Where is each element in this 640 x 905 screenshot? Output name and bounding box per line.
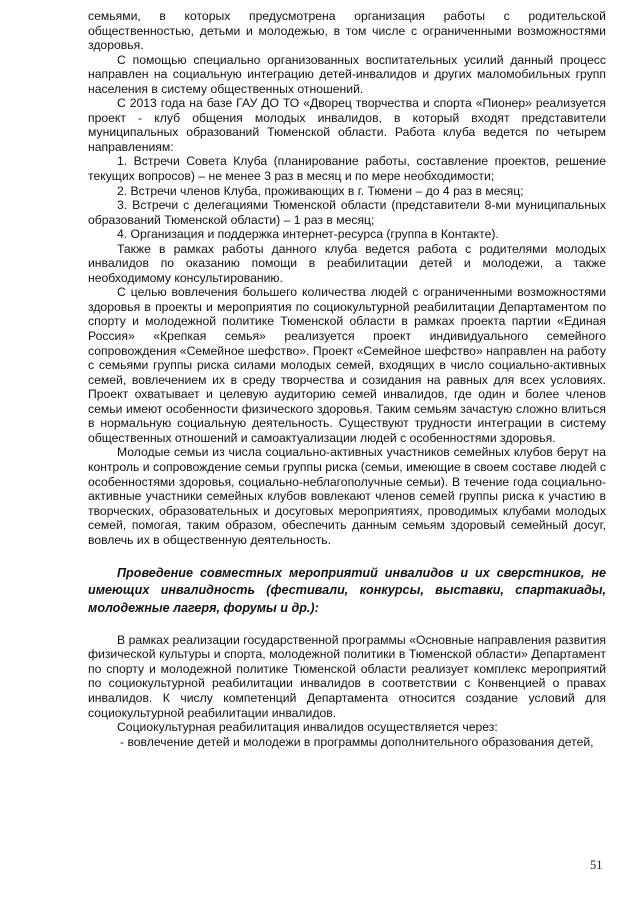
paragraph: Молодые семьи из числа социально-активных участников семейных клубов берут на контроль и сопровождение семьи группы риска (семьи, имеющие в своем составе людей с особенностями здоровья, социально-неблагополучные семьи). В течение года социально-активные участники семейных клубов вовлекают членов семей группы риска к участию в творческих, образовательных и досуговых мероприятиях, проводимых клубами молодых семей, помогая, таким образом, обеспечить данным семьям здоровый семейный досуг, вовлечь их в общественную деятельность.: [88, 445, 606, 547]
list-item: 4. Организация и поддержка интернет-ресурса (группа в Контакте).: [117, 227, 499, 242]
paragraph: С помощью специально организованных воспитательных усилий данный процесс направлен на социальную интеграцию детей-инвалидов и других маломобильных групп населения в систему общественных отношений.: [88, 52, 606, 96]
page-body: [88, 9, 606, 749]
paragraph: С целью вовлечения большего количества людей с ограниченными возможностями здоровья в проекты и мероприятия по социокультурной реабилитации Департаментом по спорту и молодежной политике Тюменской области в рамках проекта партии «Единая Россия» «Крепкая семья» реализуется проект индивидуального семейного сопровождения «Семейное шефство». Проект «Семейное шефство» направлен на работу с семьями группы риска силами молодых семей, входящих в число социально-активных семей, вовлечением их в среду творчества и созидания на равных для всех условиях. Проект охватывает и целевую аудиторию семей инвалидов, где один и более членов семьи имеют особенности физического здоровья. Таким семьям зачастую сложно влиться в нормальную социальную деятельность. Существуют трудности интеграции в систему общественных отношений и самоактуализации людей с особенностями здоровья.: [88, 285, 606, 445]
list-item: - вовлечение детей и молодежи в программы дополнительного образования детей,: [120, 734, 594, 749]
list-item: 3. Встречи с делегациями Тюменской области (представители 8-ми муниципальных образований Тюменской области) – 1 раз в месяц;: [88, 198, 606, 227]
paragraph: С 2013 года на базе ГАУ ДО ТО «Дворец творчества и спорта «Пионер» реализуется проект - клуб общения молодых инвалидов, в который входят представители муниципальных образований Тюменской области. Работа клуба ведется по четырем направлениям:: [88, 96, 606, 154]
paragraph: Социокультурная реабилитация инвалидов осуществляется через:: [117, 720, 498, 735]
list-item: 1. Встречи Совета Клуба (планирование работы, составление проектов, решение текущих вопросов) – не менее 3 раз в месяц и по мере необходимости;: [88, 154, 606, 184]
paragraph: семьями, в которых предусмотрена организация работы с родительской общественностью, детьми и молодежью, в том числе с ограниченными возможностями здоровья.: [88, 9, 606, 53]
paragraph: Также в рамках работы данного клуба ведется работа с родителями молодых инвалидов по оказанию помощи в реабилитации детей и молодежи, а также необходимому консультированию.: [88, 241, 606, 285]
list-item: 2. Встречи членов Клуба, проживающих в г. Тюмени – до 4 раз в месяц;: [117, 183, 524, 198]
section-heading: Проведение совместных мероприятий инвалидов и их сверстников, не имеющих инвалидность (фестивали, конкурсы, выставки, спартакиады, молодежные лагеря, форумы и др.):: [88, 566, 606, 615]
paragraph: В рамках реализации государственной программы «Основные направления развития физической культуры и спорта, молодежной политики в Тюменской области» Департамент по спорту и молодежной политике Тюменской области реализует комплекс мероприятий по социокультурной реабилитации инвалидов в соответствии с Конвенцией о правах инвалидов. К числу компетенций Департамента относится создание условий для социокультурной реабилитации инвалидов.: [88, 632, 606, 720]
page-number: 51: [590, 858, 603, 872]
